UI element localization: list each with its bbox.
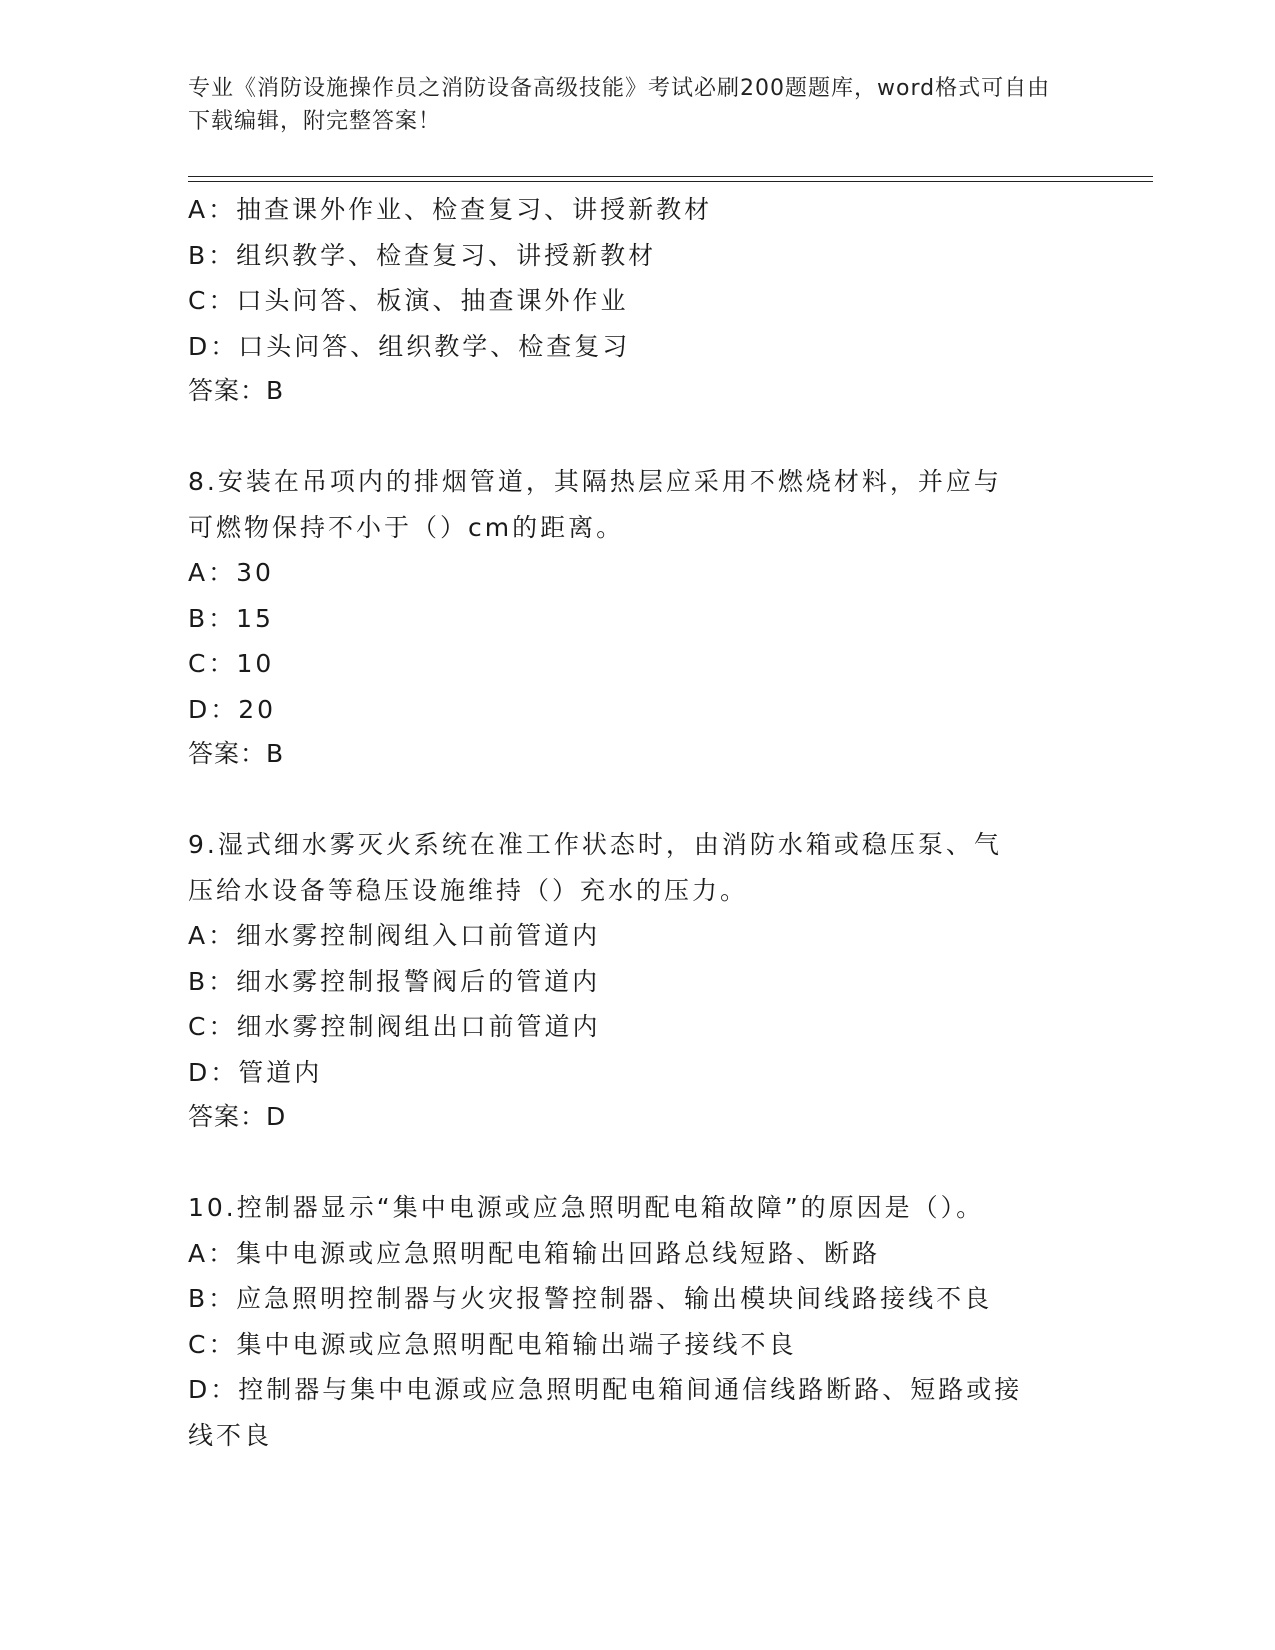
option-b: B：细水雾控制报警阀后的管道内 xyxy=(188,966,601,996)
question-block-8 xyxy=(188,459,1088,776)
document-header: 专业《消防设施操作员之消防设备高级技能》考试必刷200题题库，word格式可自由下载编辑，附完整答案！ xyxy=(188,76,1051,134)
answer: 答案：D xyxy=(188,1102,287,1131)
option-d: D：管道内 xyxy=(188,1057,323,1087)
option-c: C：口头问答、板演、抽查课外作业 xyxy=(188,286,629,315)
option-a: A：细水雾控制阀组入口前管道内 xyxy=(188,921,601,950)
question-text: 10.控制器显示“集中电源或应急照明配电箱故障”的原因是（）。 xyxy=(188,1193,985,1222)
option-d: D：控制器与集中电源或应急照明配电箱间通信线路断路、短路或接线不良 xyxy=(188,1375,1023,1450)
option-a: A：30 xyxy=(188,558,274,587)
option-d: D：口头问答、组织教学、检查复习 xyxy=(188,331,631,361)
question-block-9 xyxy=(188,822,1088,1139)
question-block-7 xyxy=(188,187,1088,413)
option-a: A：抽查课外作业、检查复习、讲授新教材 xyxy=(188,195,713,224)
answer: 答案：B xyxy=(188,739,285,768)
option-a: A：集中电源或应急照明配电箱输出回路总线短路、断路 xyxy=(188,1238,881,1268)
question-text: 9.湿式细水雾灭火系统在准工作状态时，由消防水箱或稳压泵、气压给水设备等稳压设施维持（）充水的压力。 xyxy=(188,830,1002,905)
question-block-10 xyxy=(188,1185,1088,1458)
option-b: B：15 xyxy=(188,603,274,633)
option-c: C：10 xyxy=(188,649,275,678)
option-c: C：细水雾控制阀组出口前管道内 xyxy=(188,1012,601,1041)
question-list xyxy=(188,187,1088,1458)
header-divider-top xyxy=(188,176,1153,177)
option-b: B：应急照明控制器与火灾报警控制器、输出模块间线路接线不良 xyxy=(188,1284,993,1313)
header-divider-bottom xyxy=(188,181,1153,182)
answer: 答案：B xyxy=(188,376,285,405)
option-d: D：20 xyxy=(188,694,277,724)
question-text: 8.安装在吊项内的排烟管道，其隔热层应采用不燃烧材料，并应与可燃物保持不小于（）cm的距离。 xyxy=(188,467,1002,542)
option-b: B：组织教学、检查复习、讲授新教材 xyxy=(188,240,657,270)
option-c: C：集中电源或应急照明配电箱输出端子接线不良 xyxy=(188,1329,797,1359)
